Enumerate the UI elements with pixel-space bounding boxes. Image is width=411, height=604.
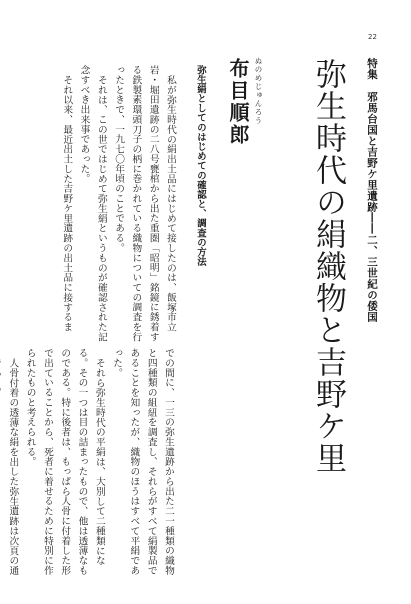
series-subtitle: 邪馬台国と吉野ケ里遺跡――二、三世紀の倭国 bbox=[366, 91, 378, 323]
page-number: 22 bbox=[368, 33, 377, 41]
article-title: 弥生時代の絹織物と吉野ケ里 bbox=[310, 58, 346, 474]
series-tag: 特集 bbox=[366, 58, 378, 80]
series-heading bbox=[365, 58, 380, 322]
paragraph: での間に、一三の弥生遺跡から出た二一種類の織物と四種類の組紐を調査し、それらがすべて絹製品であることを知ったが、織物のほうはすべて平絹であった。 bbox=[111, 348, 174, 576]
body-text-upper bbox=[39, 65, 179, 343]
paragraph: それは、この世ではじめて弥生絹というものが確認された記念すべき出来事であった。 bbox=[78, 65, 107, 342]
author-name: 布目順郎 bbox=[226, 58, 250, 146]
author-name-reading: ぬのめじゅんろう bbox=[254, 57, 263, 125]
section-heading: 弥生絹としてのはじめての確認と、調査の方法 bbox=[195, 65, 206, 267]
paragraph: それ以来、最近出土した吉野ケ里遺跡の出土品に接するま bbox=[61, 74, 73, 332]
paragraph: 人骨付着の透薄な絹を出した弥生遺跡は次頁の通 bbox=[7, 357, 19, 576]
paragraph: 私が弥生時代の絹出土品にはじめて接したのは、飯塚市立岩・堀田遺跡の二八号甕棺から出た重圏「昭明」銘鏡に銹着する鉄製素環頭刀子の柄に巻かれている織物についての調査を行ったときで、一九七〇年頃のことである。 bbox=[113, 65, 176, 342]
body-text-lower bbox=[7, 348, 177, 578]
paragraph: それら弥生時代の平絹は、大別して二種類になる。その一つは目の詰まったもので、他は透薄なものである。特に後者は、もっぱら人骨に付着した形で出ていることから、死者に着せるために特別に作られたものと考えられる。 bbox=[24, 348, 105, 576]
